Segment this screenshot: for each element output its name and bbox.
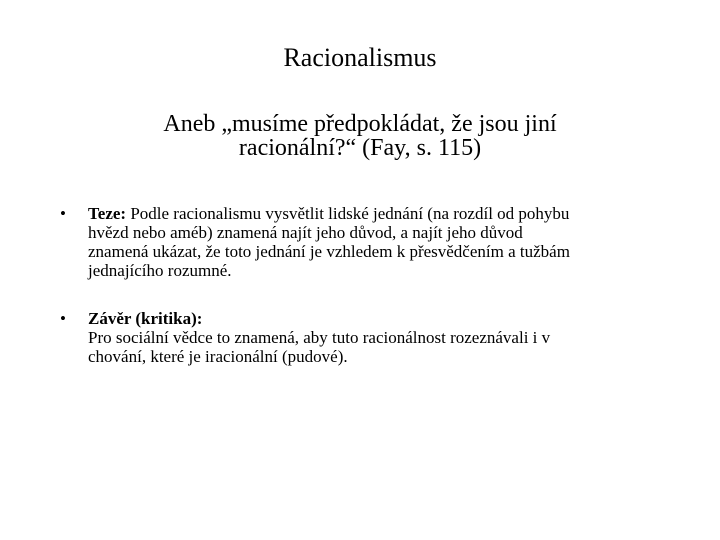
bullet-line: chování, které je iracionální (pudové).: [88, 347, 348, 366]
slide-title: Racionalismus: [283, 43, 437, 72]
bullet-label: Teze:: [88, 204, 127, 223]
bullet-item-zaver: [60, 309, 670, 366]
subtitle-line-2: racionální?“ (Fay, s. 115): [238, 135, 482, 161]
bullet-item-teze: [60, 204, 670, 280]
bullet-line: Pro sociální vědce to znamená, aby tuto racionálnost rozeznávali i v: [88, 328, 551, 347]
bullet-label: Závěr (kritika):: [88, 309, 203, 328]
slide-subtitle: [120, 112, 600, 160]
subtitle-line-1: Aneb „musíme předpokládat, že jsou jiní: [163, 111, 557, 137]
bullet-text: Podle racionalismu vysvětlit lidské jednání (na rozdíl od pohybu: [126, 204, 570, 223]
bullet-line: hvězd nebo améb) znamená najít jeho důvod, a najít jeho důvod: [88, 223, 523, 242]
bullet-dot-icon: •: [60, 204, 66, 223]
bullet-line: [88, 204, 670, 223]
bullet-dot-icon: •: [60, 309, 66, 328]
bullet-line: znamená ukázat, že toto jednání je vzhledem k přesvědčením a tužbám: [88, 242, 570, 261]
bullet-line: [88, 309, 670, 328]
bullet-list: [60, 204, 670, 366]
bullet-line: jednajícího rozumné.: [88, 261, 232, 280]
